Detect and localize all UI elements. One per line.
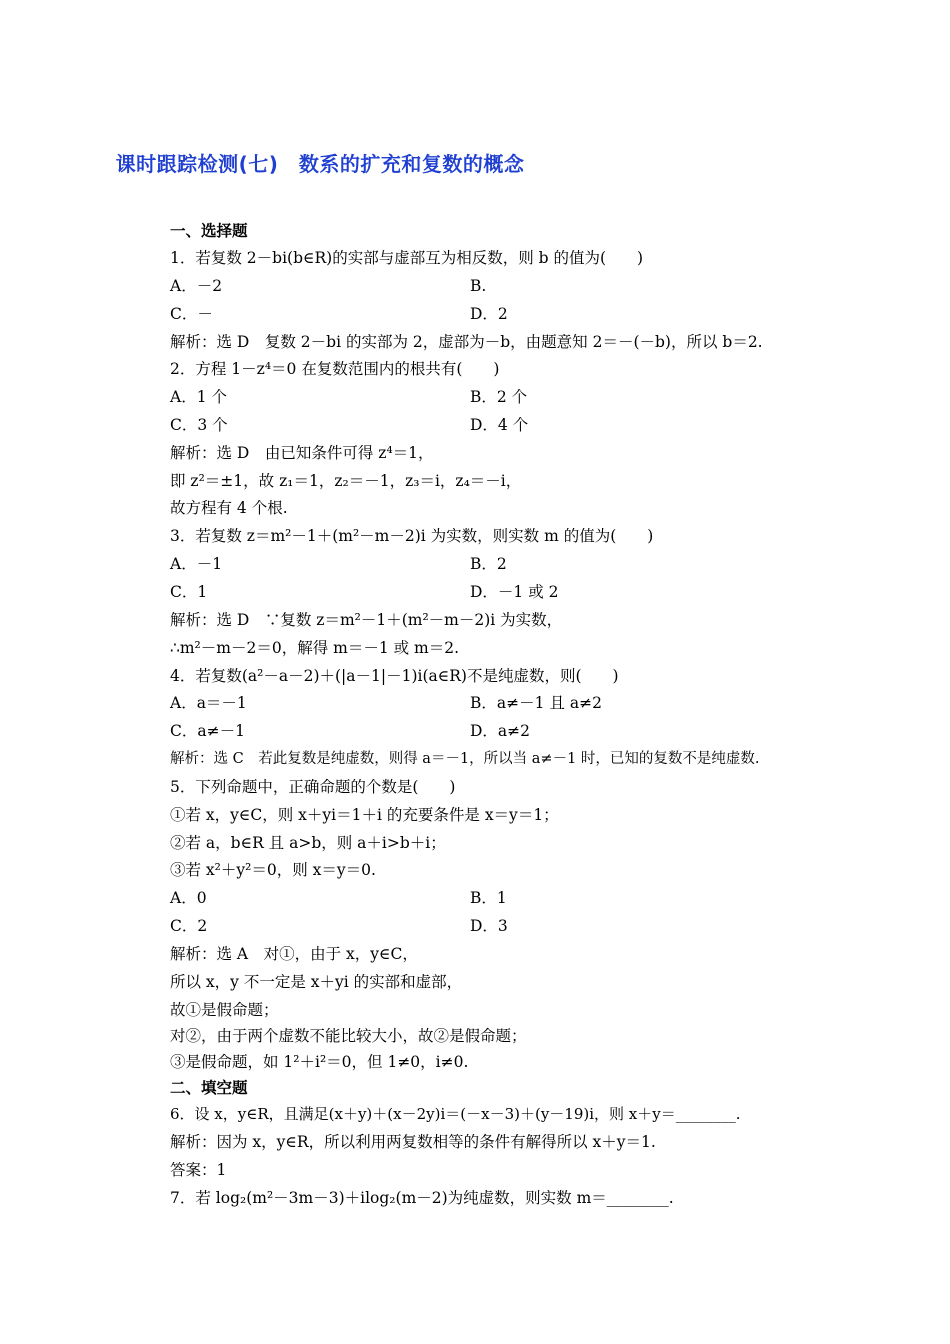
q5-proposition-3: ③若 x²＋y²＝0，则 x＝y＝0. — [170, 861, 376, 879]
q3-stem: 3．若复数 z＝m²－1＋(m²－m－2)i 为实数，则实数 m 的值为( ) — [170, 527, 654, 545]
q3-option-d: D．－1 或 2 — [470, 583, 559, 601]
q3-option-a: A．－1 — [170, 555, 223, 573]
q5-option-a: A．0 — [170, 889, 207, 907]
q1-option-b: B. — [470, 277, 487, 295]
q3-analysis-line2: ∴m²－m－2＝0，解得 m＝－1 或 m＝2. — [170, 639, 460, 657]
q2-analysis-line2: 即 z²＝±1，故 z₁＝1，z₂＝－1，z₃＝i，z₄＝－i， — [170, 472, 522, 490]
q2-option-b: B．2 个 — [470, 388, 528, 406]
q4-option-d: D．a≠2 — [470, 722, 531, 740]
q4-stem: 4．若复数(a²－a－2)＋(|a－1|－1)i(a∈R)不是纯虚数，则( ) — [170, 667, 619, 685]
q5-analysis-line4: 对②，由于两个虚数不能比较大小，故②是假命题； — [170, 1027, 527, 1045]
q3-analysis-line1: 解析：选 D ∵复数 z＝m²－1＋(m²－m－2)i 为实数， — [170, 611, 563, 629]
page-title: 课时跟踪检测(七) 数系的扩充和复数的概念 — [115, 152, 525, 176]
q7-stem: 7．若 log₂(m²－3m－3)＋ilog₂(m－2)为纯虚数，则实数 m＝________. — [170, 1189, 674, 1207]
q5-analysis-line1: 解析：选 A 对①，由于 x，y∈C， — [170, 945, 418, 963]
q2-option-d: D．4 个 — [470, 416, 529, 434]
q1-option-a: A．－2 — [170, 277, 223, 295]
q4-option-b: B．a≠－1 且 a≠2 — [470, 694, 602, 712]
q4-analysis: 解析：选 C 若此复数是纯虚数，则得 a＝－1，所以当 a≠－1 时，已知的复数不是纯虚数. — [170, 751, 760, 767]
q1-option-d: D．2 — [470, 305, 508, 323]
q3-option-c: C．1 — [170, 583, 208, 601]
q2-option-a: A．1 个 — [170, 388, 227, 406]
q5-option-b: B．1 — [470, 889, 507, 907]
q4-option-c: C．a≠－1 — [170, 722, 245, 740]
q3-option-b: B．2 — [470, 555, 507, 573]
q6-analysis: 解析：因为 x，y∈R，所以利用两复数相等的条件有解得所以 x＋y＝1. — [170, 1133, 656, 1151]
q2-option-c: C．3 个 — [170, 416, 228, 434]
q1-analysis: 解析：选 D 复数 2－bi 的实部为 2，虚部为－b，由题意知 2＝－(－b)，所以 b＝2. — [170, 333, 763, 351]
q5-option-c: C．2 — [170, 917, 208, 935]
q5-stem: 5．下列命题中，正确命题的个数是( ) — [170, 778, 456, 796]
q4-option-a: A．a＝－1 — [170, 694, 247, 712]
q5-analysis-line2: 所以 x，y 不一定是 x＋yi 的实部和虚部， — [170, 973, 463, 991]
q2-analysis-line3: 故方程有 4 个根. — [170, 499, 288, 517]
q1-option-c: C．－ — [170, 305, 213, 323]
section-heading-choice: 一、选择题 — [170, 221, 248, 240]
q1-stem: 1．若复数 2－bi(b∈R)的实部与虚部互为相反数，则 b 的值为( ) — [170, 249, 644, 267]
section-heading-fill: 二、填空题 — [170, 1078, 248, 1097]
q5-analysis-line3: 故①是假命题； — [170, 1001, 279, 1019]
q5-option-d: D．3 — [470, 917, 508, 935]
q5-proposition-2: ②若 a，b∈R 且 a>b，则 a＋i>b＋i； — [170, 834, 446, 852]
q2-analysis-line1: 解析：选 D 由已知条件可得 z⁴＝1， — [170, 444, 434, 462]
q2-stem: 2．方程 1－z⁴＝0 在复数范围内的根共有( ) — [170, 360, 500, 378]
q6-stem: 6．设 x，y∈R，且满足(x＋y)＋(x－2y)i＝(－x－3)＋(y－19)i，则 x＋y＝________. — [170, 1105, 741, 1123]
q5-proposition-1: ①若 x，y∈C，则 x＋yi＝1＋i 的充要条件是 x＝y＝1； — [170, 806, 559, 824]
q5-analysis-line5: ③是假命题，如 1²＋i²＝0，但 1≠0，i≠0. — [170, 1053, 469, 1071]
q6-answer: 答案：1 — [170, 1161, 227, 1179]
